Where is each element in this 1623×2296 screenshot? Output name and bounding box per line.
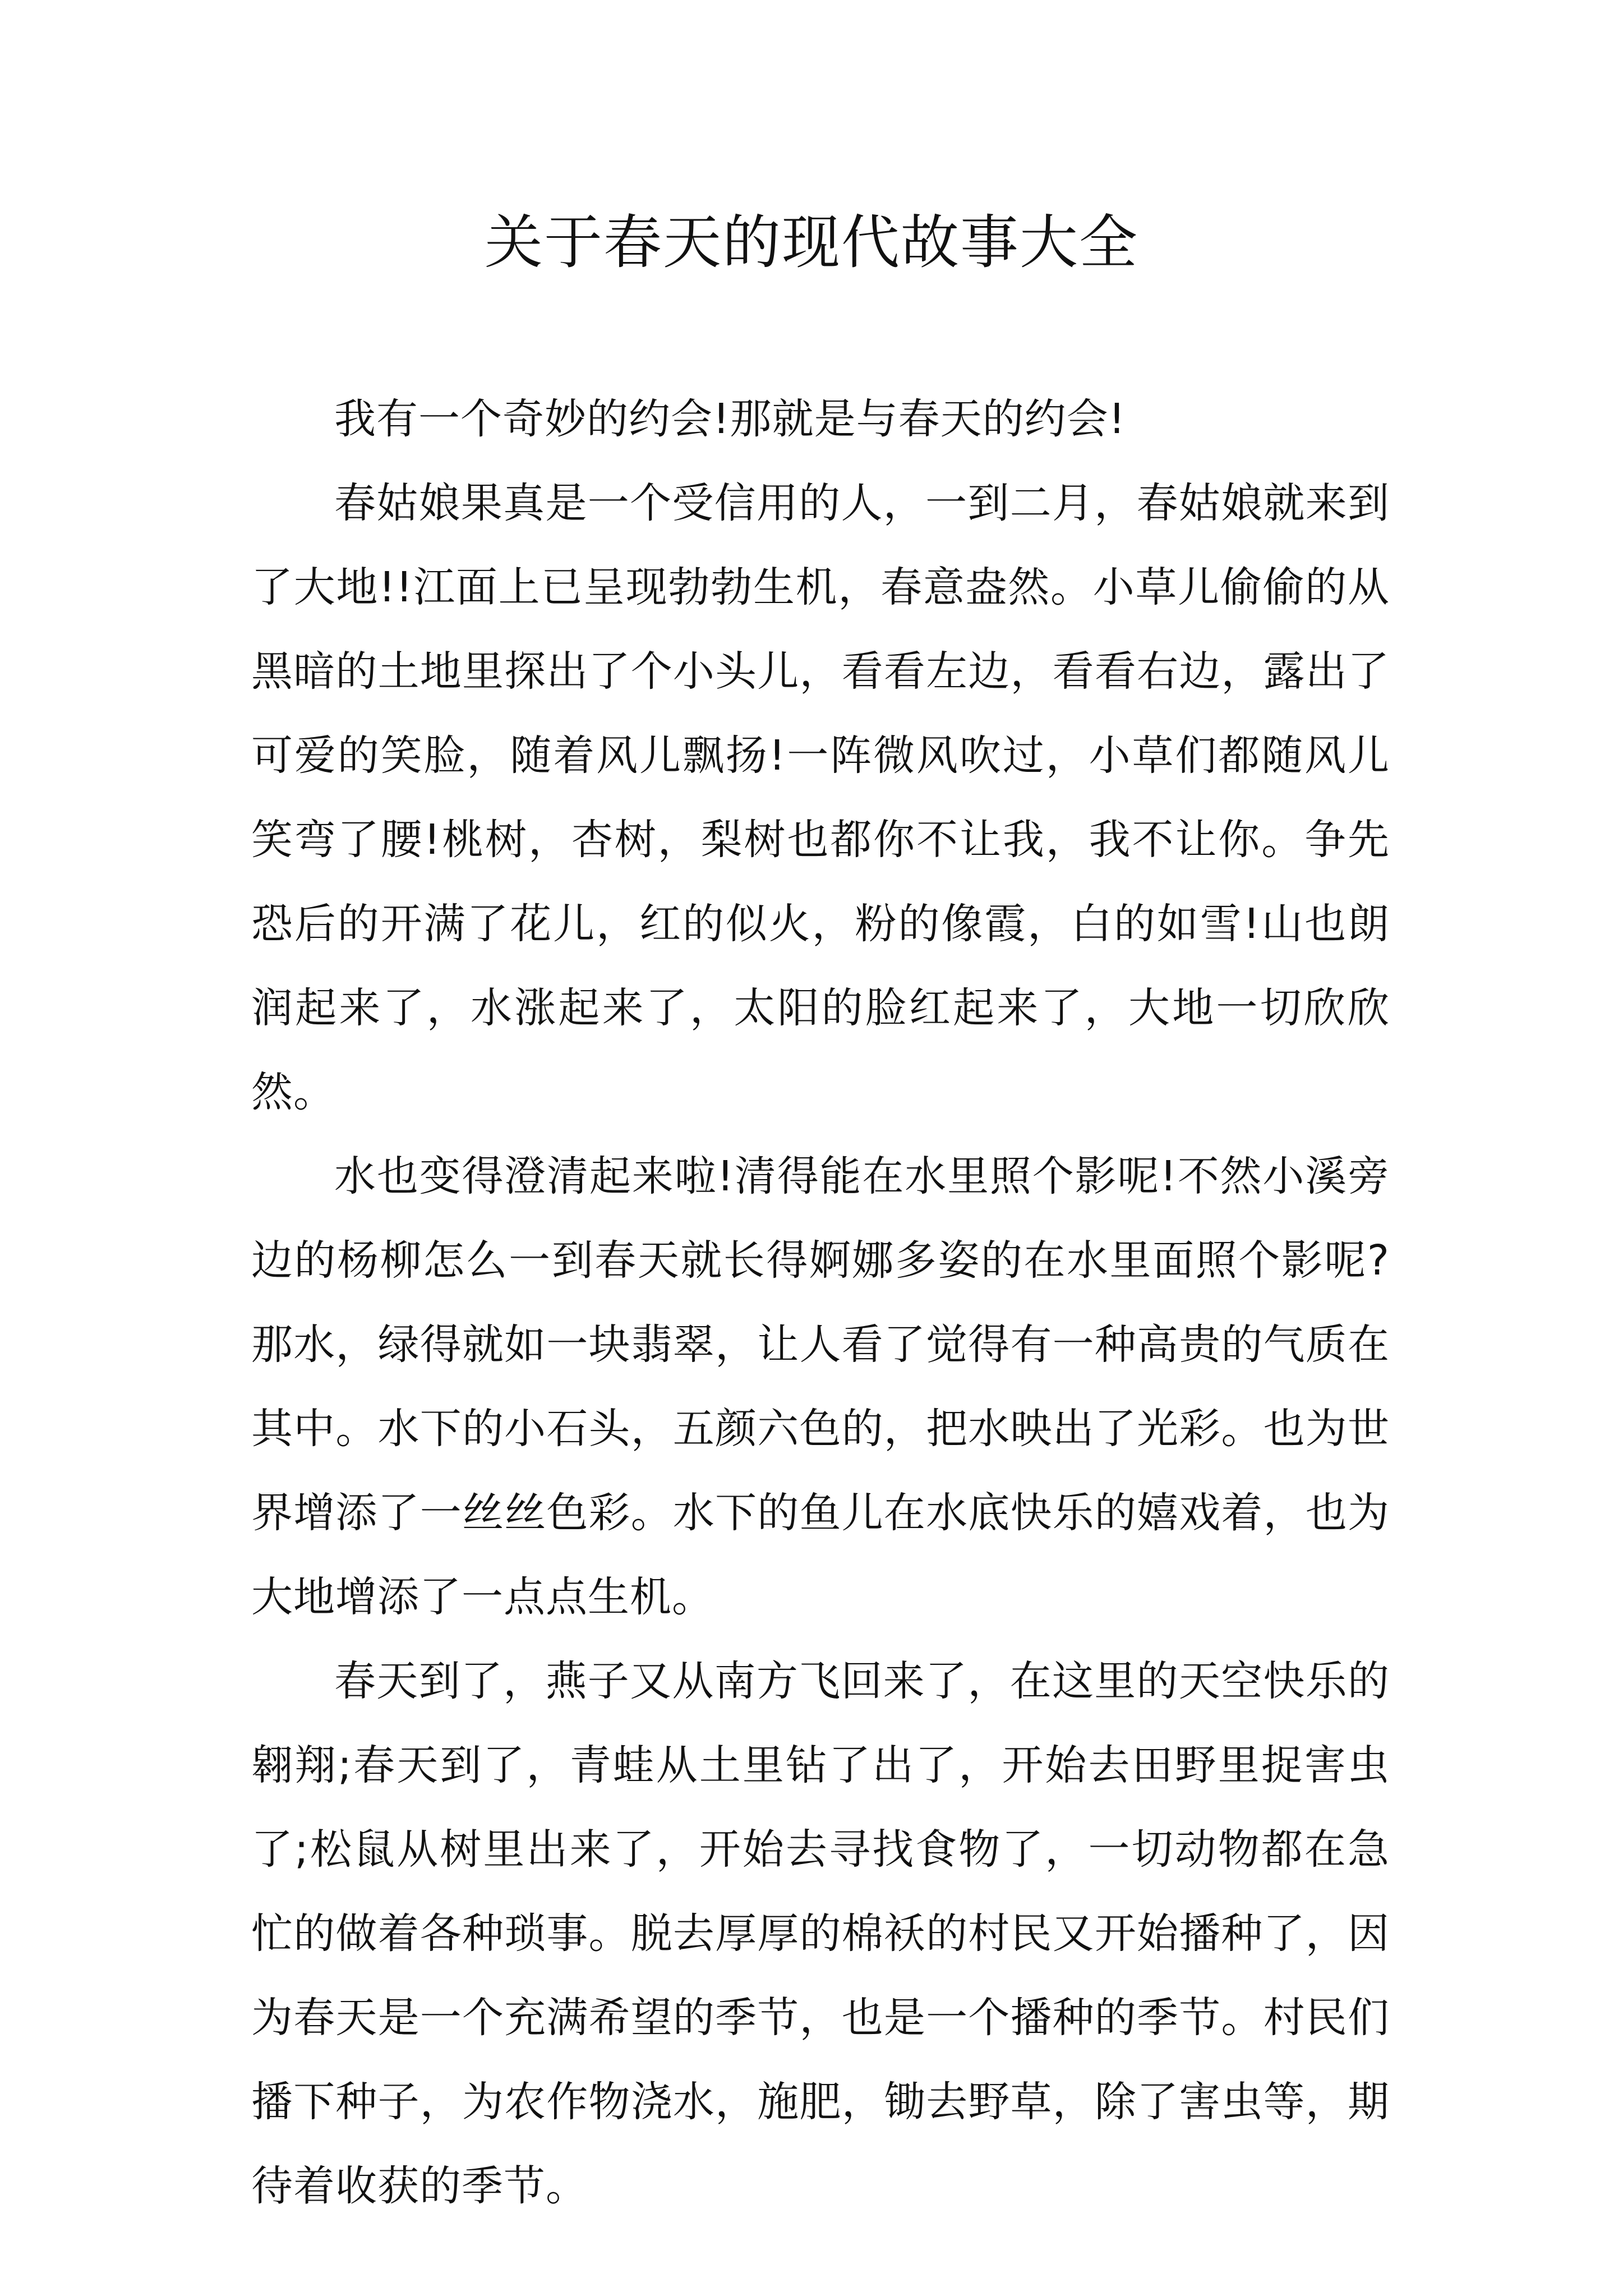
paragraph-3: 水也变得澄清起来啦!清得能在水里照个影呢!不然小溪旁边的杨柳怎么一到春天就长得婀娜多姿的在水里面照个影呢?那水，绿得就如一块翡翠，让人看了觉得有一种高贵的气质在其中。水下的小石头，五颜六色的，把水映出了光彩。也为世界增添了一丝丝色彩。水下的鱼儿在水底快乐的嬉戏着，也为大地增添了一点点生机。 <box>251 1152 1390 1621</box>
paragraph-4: 春天到了，燕子又从南方飞回来了，在这里的天空快乐的翱翔;春天到了，青蛙从土里钻了出了，开始去田野里捉害虫了;松鼠从树里出来了，开始去寻找食物了，一切动物都在急忙的做着各种琐事。脱去厚厚的棉袄的村民又开始播种了，因为春天是一个充满希望的季节，也是一个播种的季节。村民们播下种子，为农作物浇水，施肥，锄去野草，除了害虫等，期待着收获的季节。 <box>251 1657 1390 2210</box>
paragraph-2: 春姑娘果真是一个受信用的人，一到二月，春姑娘就来到了大地!!江面上已呈现勃勃生机，春意盎然。小草儿偷偷的从黑暗的土地里探出了个小头儿，看看左边，看看右边，露出了可爱的笑脸，随着风儿飘扬!一阵微风吹过，小草们都随风儿笑弯了腰!桃树，杏树，梨树也都你不让我，我不让你。争先恐后的开满了花儿，红的似火，粉的像霞，白的如雪!山也朗润起来了，水涨起来了，太阳的脸红起来了，大地一切欣欣然。 <box>251 479 1390 1116</box>
document-body <box>251 377 1390 2228</box>
paragraph-1: 我有一个奇妙的约会!那就是与春天的约会! <box>334 395 1126 443</box>
document-title: 关于春天的现代故事大全 <box>484 208 1138 277</box>
